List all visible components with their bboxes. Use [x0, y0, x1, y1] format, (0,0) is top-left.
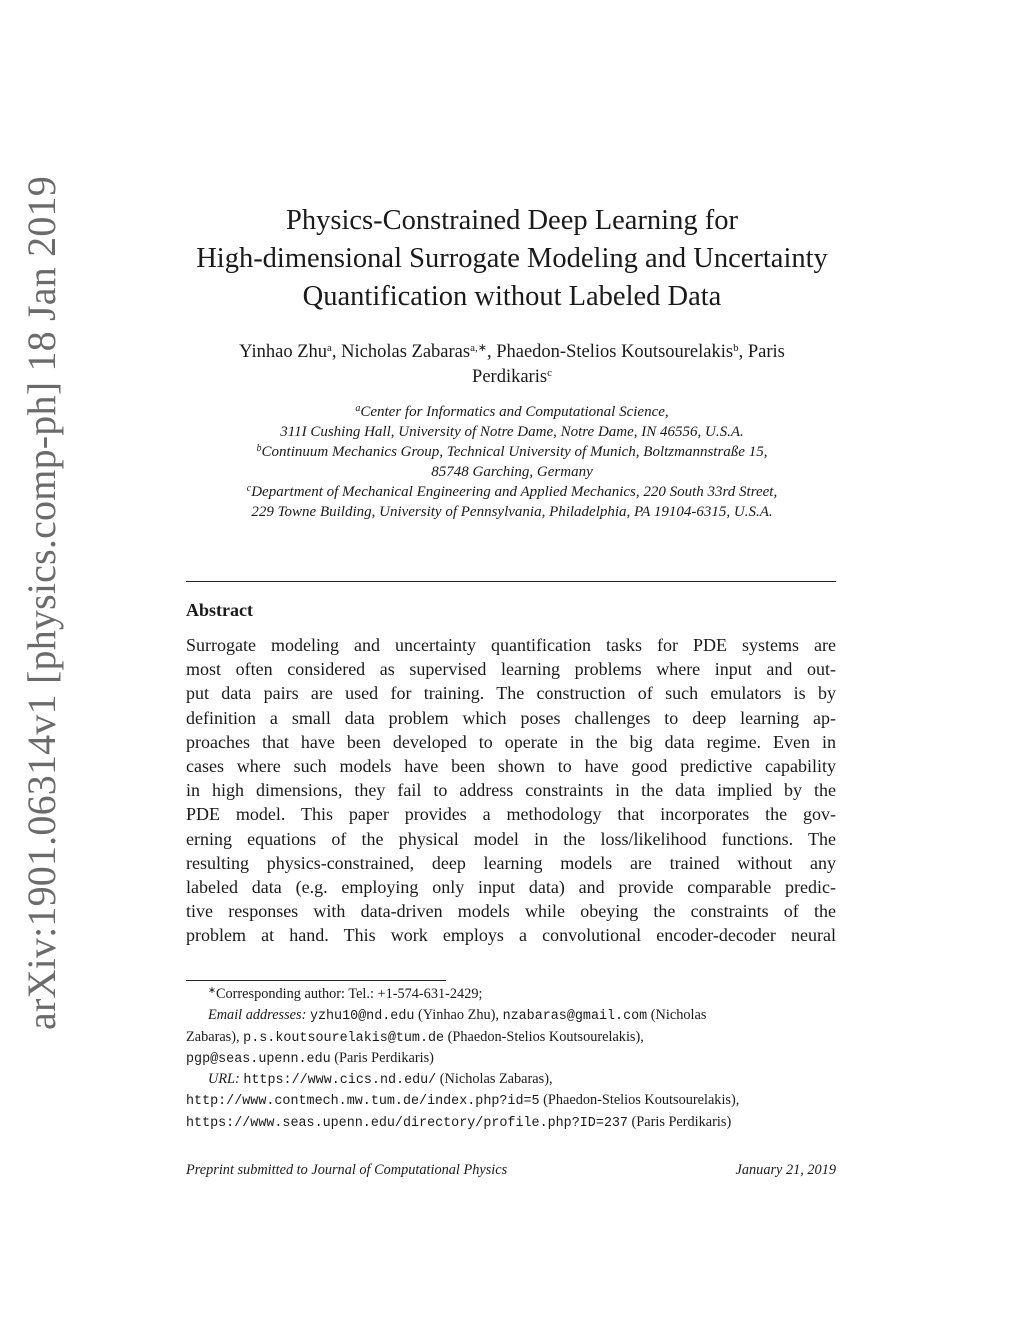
- footnote-corresponding: [186, 984, 836, 1005]
- paper-title: [150, 202, 874, 316]
- author-affiliation-mark: b: [733, 342, 739, 354]
- footnote-emails-line: [186, 1027, 836, 1048]
- abstract-body: [186, 633, 836, 947]
- affiliation-line: 311I Cushing Hall, University of Notre Dame, Notre Dame, IN 46556, U.S.A.: [280, 424, 744, 440]
- email-label: Email addresses:: [208, 1007, 307, 1024]
- author-affiliation-mark: a,∗: [470, 342, 487, 354]
- footnote-urls-line: [186, 1112, 836, 1133]
- arxiv-identifier-stamp: arXiv:1901.06314v1 [physics.comp-ph] 18 Jan 2019: [19, 176, 64, 1030]
- affiliation-line: [150, 442, 874, 462]
- title-line: Physics-Constrained Deep Learning for: [286, 205, 738, 236]
- author-name: Nicholas Zabaras: [341, 342, 471, 362]
- abstract-line: tive responses with data-driven models while obeying the constraints of the: [186, 901, 836, 922]
- affiliation-line: 229 Towne Building, University of Pennsylvania, Philadelphia, PA 19104-6315, U.S.A.: [251, 504, 773, 520]
- url-link[interactable]: http://www.contmech.mw.tum.de/index.php?id=5: [186, 1094, 540, 1110]
- url-link[interactable]: https://www.cics.nd.edu/: [243, 1073, 437, 1089]
- affiliation-text: Center for Informatics and Computational Science,: [360, 404, 669, 420]
- author-affiliation-mark: a: [327, 342, 332, 354]
- abstract-heading: Abstract: [186, 600, 253, 620]
- author-separator: ,: [486, 342, 497, 362]
- author-list: [170, 340, 854, 390]
- abstract-line: PDE model. This paper provides a methodology that incorporates the gov-: [186, 804, 836, 825]
- email-link[interactable]: nzabaras@gmail.com: [502, 1009, 648, 1025]
- abstract-line: resulting physics-constrained, deep learning models are trained without any: [186, 852, 836, 873]
- author-name: Perdikaris: [472, 367, 548, 387]
- author-separator: ,: [331, 342, 342, 362]
- footnote-mark: ∗: [208, 986, 216, 996]
- corresponding-author-text: Corresponding author: Tel.: +1-574-631-2429;: [215, 986, 483, 1002]
- email-link[interactable]: yzhu10@nd.edu: [309, 1009, 415, 1025]
- affiliations: [150, 402, 874, 522]
- author-line: [170, 365, 854, 390]
- abstract-line: most often considered as supervised learning problems where input and out-: [186, 659, 836, 680]
- title-line: High-dimensional Surrogate Modeling and Uncertainty: [196, 243, 828, 274]
- affiliation-text: Continuum Mechanics Group, Technical University of Munich, Boltzmannstraße 15,: [261, 444, 768, 460]
- abstract-line: proaches that have been developed to operate in the big data regime. Even in: [186, 731, 836, 752]
- affiliation-mark: c: [246, 483, 252, 494]
- email-owner: Zabaras),: [186, 1028, 240, 1045]
- footnote-urls-line: [186, 1090, 836, 1111]
- footnote-emails-line: [186, 1005, 836, 1026]
- email-link[interactable]: pgp@seas.upenn.edu: [186, 1051, 331, 1067]
- abstract-line: Surrogate modeling and uncertainty quantification tasks for PDE systems are: [186, 635, 836, 655]
- abstract-top-rule: [186, 581, 836, 582]
- abstract-line: labeled data (e.g. employing only input data) and provide comparable predic-: [186, 876, 836, 897]
- affiliation-line: [150, 482, 874, 502]
- abstract-line: in high dimensions, they fail to address constraints in the data implied by the: [186, 780, 836, 801]
- preprint-journal-note: Preprint submitted to Journal of Computational Physics: [186, 1162, 508, 1178]
- email-owner: (Yinhao Zhu),: [417, 1007, 499, 1024]
- url-link[interactable]: https://www.seas.upenn.edu/directory/profile.php?ID=237: [186, 1115, 628, 1131]
- footnote-emails-line: [186, 1048, 836, 1069]
- affiliation-line: 85748 Garching, Germany: [431, 464, 593, 480]
- abstract-line: erning equations of the physical model in the loss/likelihood functions. The: [186, 828, 836, 849]
- author-name: Yinhao Zhu: [239, 342, 328, 362]
- footnote-rule: [186, 980, 446, 981]
- email-owner: (Paris Perdikaris): [334, 1049, 434, 1066]
- author-line: [170, 340, 854, 365]
- email-link[interactable]: p.s.koutsourelakis@tum.de: [243, 1030, 445, 1046]
- author-affiliation-mark: c: [547, 367, 552, 379]
- email-owner: (Phaedon-Stelios Koutsourelakis),: [447, 1028, 644, 1045]
- affiliation-mark: a: [355, 403, 361, 414]
- title-line: Quantification without Labeled Data: [302, 281, 722, 312]
- url-owner: (Paris Perdikaris): [631, 1113, 732, 1130]
- url-label: URL:: [208, 1071, 240, 1088]
- affiliation-text: Department of Mechanical Engineering and Applied Mechanics, 220 South 33rd Street,: [251, 484, 778, 500]
- abstract-line: definition a small data problem which poses challenges to deep learning ap-: [186, 707, 836, 728]
- footnotes: [186, 984, 836, 1133]
- abstract-line: problem at hand. This work employs a convolutional encoder-decoder neural: [186, 925, 836, 946]
- url-owner: (Phaedon-Stelios Koutsourelakis),: [543, 1092, 740, 1109]
- affiliation-mark: b: [256, 443, 262, 454]
- preprint-date: January 21, 2019: [735, 1162, 836, 1178]
- email-owner: (Nicholas: [650, 1007, 707, 1024]
- abstract-line: cases where such models have been shown to have good predictive capability: [186, 755, 836, 776]
- abstract-line: put data pairs are used for training. The construction of such emulators is by: [186, 683, 836, 704]
- author-name: Phaedon-Stelios Koutsourelakis: [496, 342, 734, 362]
- url-owner: (Nicholas Zabaras),: [439, 1071, 553, 1088]
- author-separator: , Paris: [738, 342, 785, 362]
- footnote-urls-line: [186, 1069, 836, 1090]
- affiliation-line: [150, 402, 874, 422]
